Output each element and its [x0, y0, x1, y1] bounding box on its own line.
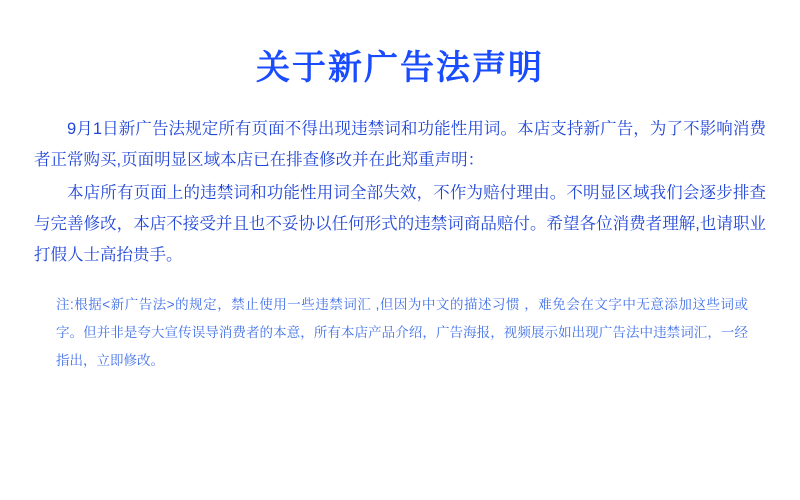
announcement-body [34, 114, 766, 271]
footnote-text: 注:根据<新广告法>的规定，禁止使用一些违禁词汇 ,但因为中文的描述习惯 ，难免会在文字中无意添加这些词或字。但并非是夸大宣传误导消费者的本意，所有本店产品介绍，广告海报，视频展示如出现广告法中违禁词汇，一经指出，立即修改。 [56, 297, 748, 369]
page-title: 关于新广告法声明 [256, 49, 544, 87]
footnote-block [34, 291, 766, 375]
body-paragraph: 9月1日新广告法规定所有页面不得出现违禁词和功能性用词。本店支持新广告，为了不影响消费者正常购买,页面明显区域本店已在排查修改并在此郑重声明： [34, 120, 766, 170]
body-paragraph: 本店所有页面上的违禁词和功能性用词全部失效，不作为赔付理由。不明显区域我们会逐步排查与完善修改，本店不接受并且也不妥协以任何形式的违禁词商品赔付。希望各位消费者理解,也请职业打假人士高抬贵手。 [34, 184, 766, 265]
